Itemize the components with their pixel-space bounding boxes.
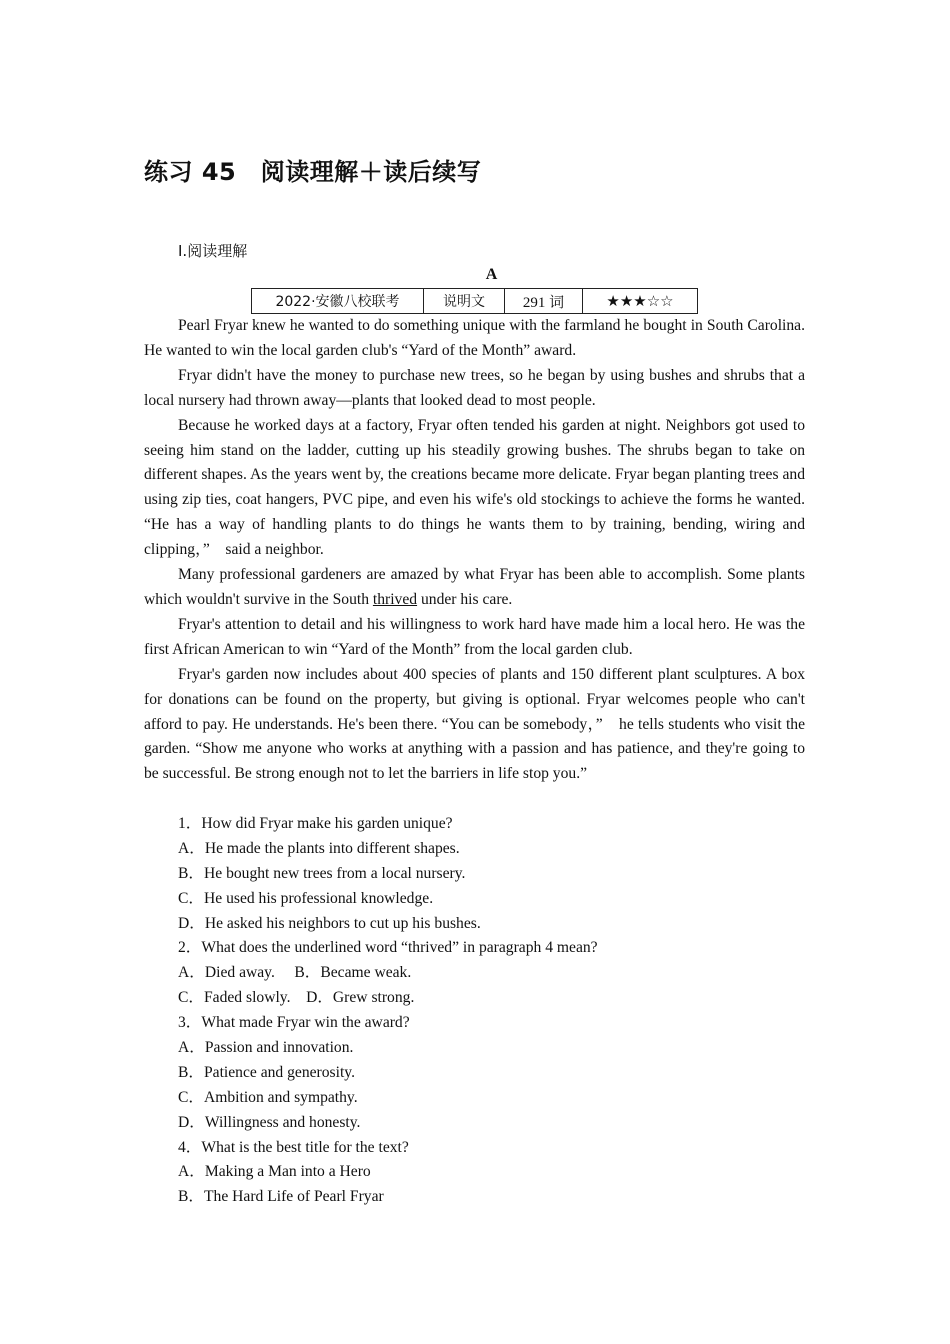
- question-line: 1．How did Fryar make his garden unique?: [178, 815, 453, 832]
- passage-info-table: [251, 288, 698, 314]
- question-list: [178, 812, 808, 1210]
- paragraph: Fryar's attention to detail and his willingness to work hard have made him a local hero. He was the first African American to win “Yard of the Month” from the local garden club.: [144, 615, 805, 658]
- paragraph: Pearl Fryar knew he wanted to do something unique with the farmland he bought in South Carolina. He wanted to win the local garden club's “Yard of the Month” award.: [144, 317, 805, 359]
- source-cell: 2022·安徽八校联考: [252, 289, 424, 314]
- paragraph: Fryar didn't have the money to purchase new trees, so he began by using bushes and shrubs that a local nursery had thrown away—plants that looked dead to most people.: [144, 366, 805, 409]
- paragraph-text: under his care.: [417, 590, 513, 608]
- option-line: A．He made the plants into different shapes.: [178, 839, 460, 857]
- option-line: C．Faded slowly. D．Grew strong.: [178, 989, 415, 1007]
- page-title: 练习 45 阅读理解＋读后续写: [144, 158, 482, 186]
- option-line: D．Willingness and honesty.: [178, 1113, 361, 1131]
- section-heading: Ⅰ.阅读理解: [178, 242, 248, 260]
- paragraph: Because he worked days at a factory, Fryar often tended his garden at night. Neighbors got used to seeing him stand on the ladder, cutting up his steadily growing bushes. The shrubs began to take on different shapes. As the years went by, the creations became more delicate. Fryar began planting trees and using zip ties, coat hangers, PVC pipe, and even his wife's old stockings to achieve the forms he wanted. “He has a way of handling plants to do things he wants them to by training, bending, wiring and clipping，” said a neighbor.: [144, 416, 805, 559]
- paragraph-text: Many professional gardeners are amazed by what Fryar has been able to accomplish. Some plants which wouldn't survive in the South: [144, 566, 805, 608]
- question-line: 3．What made Fryar win the award?: [178, 1014, 410, 1032]
- option-line: B．He bought new trees from a local nursery.: [178, 864, 466, 882]
- option-line: B．The Hard Life of Pearl Fryar: [178, 1188, 384, 1206]
- question-line: 2．What does the underlined word “thrived” in paragraph 4 mean?: [178, 939, 598, 957]
- option-line: A．Making a Man into a Hero: [178, 1163, 371, 1181]
- question-line: 4．What is the best title for the text?: [178, 1138, 409, 1156]
- option-line: A．Passion and innovation.: [178, 1039, 354, 1057]
- option-line: D．He asked his neighbors to cut up his bushes.: [178, 914, 481, 932]
- passage-letter: A: [485, 266, 498, 283]
- paragraph: Fryar's garden now includes about 400 species of plants and 150 different plant sculptures. A box for donations can be found on the property, but giving is optional. Fryar welcomes people who can't afford to pay. He understands. He's been there. “You can be somebody，” he tells students who visit the garden. “Show me anyone who works at anything with a passion and has patience, and they're going to be successful. Be strong enough not to let the barriers in life stop you.”: [144, 665, 805, 783]
- option-line: C．He used his professional knowledge.: [178, 889, 434, 907]
- reading-passage: [144, 314, 805, 787]
- word-count-cell: 291 词: [505, 289, 583, 314]
- genre-cell: 说明文: [424, 289, 505, 314]
- difficulty-cell: ★★★☆☆: [583, 289, 698, 314]
- option-line: A．Died away. B．Became weak.: [178, 964, 412, 982]
- paragraph: [144, 563, 805, 613]
- option-line: C．Ambition and sympathy.: [178, 1088, 358, 1106]
- underlined-word: thrived: [372, 590, 418, 608]
- option-line: B．Patience and generosity.: [178, 1063, 355, 1081]
